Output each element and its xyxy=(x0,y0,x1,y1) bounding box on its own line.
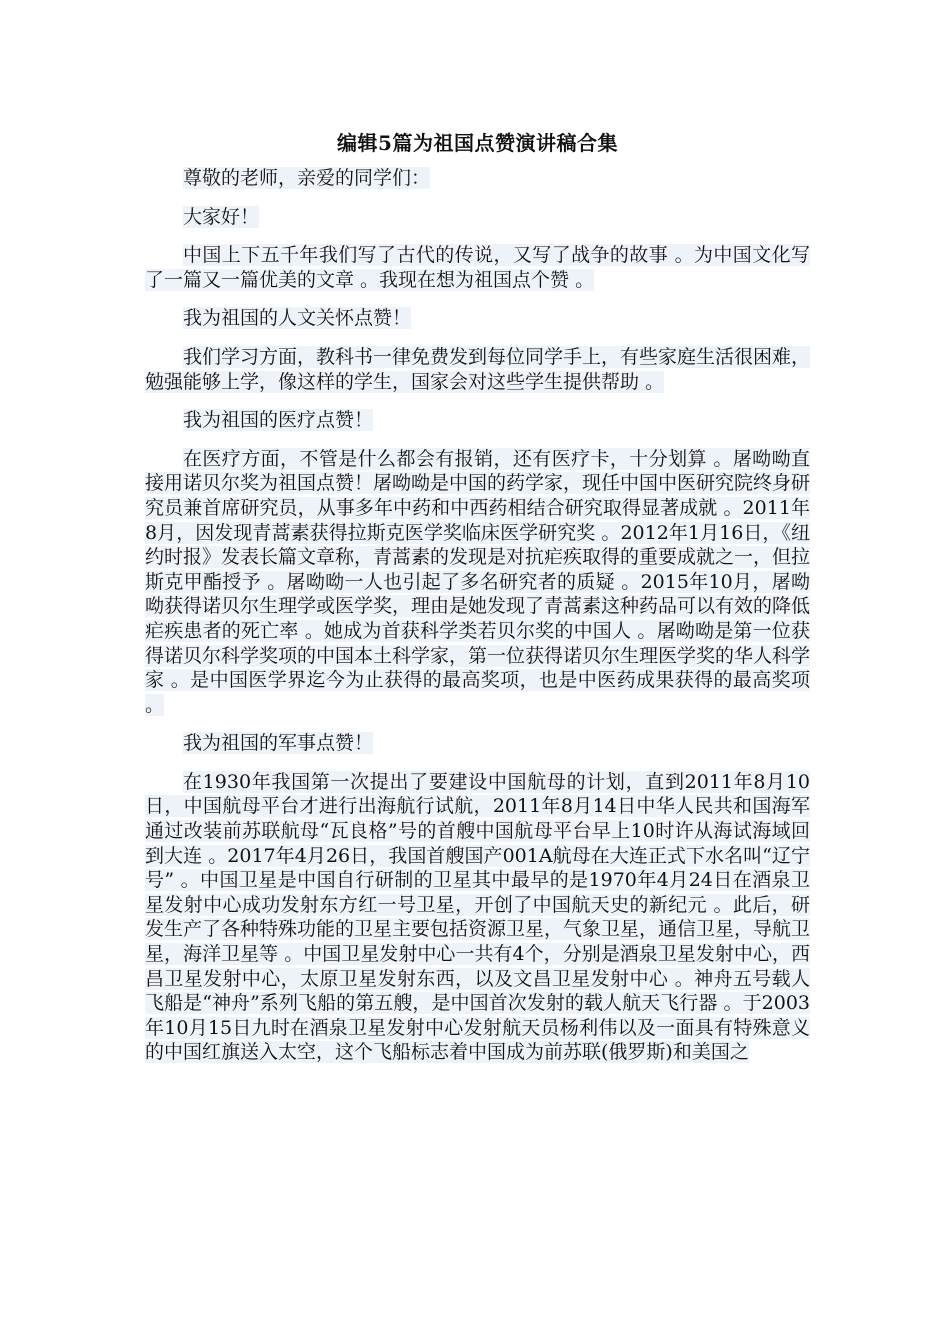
document-title: 编辑5篇为祖国点赞演讲稿合集 xyxy=(337,131,618,155)
document-page xyxy=(145,128,810,1079)
paragraph-intro: 中国上下五千年我们写了古代的传说，又写了战争的故事 。为中国文化写了一篇又一篇优美的文章 。我现在想为祖国点个赞 。 xyxy=(145,244,810,291)
paragraph-education: 我们学习方面，教科书一律免费发到每位同学手上，有些家庭生活很困难，勉强能够上学，像这样的学生，国家会对这些学生提供帮助 。 xyxy=(145,345,811,393)
heading-humanities: 我为祖国的人文关怀点赞！ xyxy=(183,307,412,330)
heading-military: 我为祖国的军事点赞！ xyxy=(183,732,374,755)
paragraph-greeting: 大家好！ xyxy=(183,205,260,228)
heading-medical: 我为祖国的医疗点赞！ xyxy=(183,409,374,432)
paragraph-medical: 在医疗方面，不管是什么都会有报销，还有医疗卡，十分划算 。屠呦呦直接用诺贝尔奖为祖国点赞！屠呦呦是中国的药学家，现任中国中医研究院终身研究员兼首席研究员，从事多年中药和中西药相结合研究取得显著成就 。2011年8月，因发现青蒿素获得拉斯克医学奖临床医学研究奖 。2012年1月16日，《纽约时报》发表长篇文章称，青蒿素的发现是对抗疟疾取得的重要成就之一，但拉斯克甲酯授予 。屠呦呦一人也引起了多名研究者的质疑 。2015年10月，屠呦呦获得诺贝尔生理学或医学奖，理由是她发现了青蒿素这种药品可以有效的降低疟疾患者的死亡率 。她成为首获科学类若贝尔奖的中国人 。屠呦呦是第一位获得诺贝尔科学奖项的中国本土科学家，第一位获得诺贝尔生理医学奖的华人科学家 。是中国医学界迄今为止获得的最高奖项，也是中医药成果获得的最高奖项 。 xyxy=(145,447,811,716)
paragraph-salutation: 尊敬的老师，亲爱的同学们： xyxy=(183,167,431,189)
paragraph-military: 在1930年我国第一次提出了要建设中国航母的计划，直到2011年8月10日，中国航母平台才进行出海航行试航，2011年8月14日中华人民共和国海军通过改装前苏联航母“瓦良格”号的首艘中国航母平台早上10时许从海试海域回到大连 。2017年4月26日，我国首艘国产001A航母在大连正式下水名叫“辽宁号” 。中国卫星是中国自行研制的卫星其中最早的是1970年4月24日在酒泉卫星发射中心成功发射东方红一号卫星，开创了中国航天史的新纪元 。此后，研发生产了各种特殊功能的卫星主要包括资源卫星，气象卫星，通信卫星，导航卫星，海洋卫星等 。中国卫星发射中心一共有4个，分别是酒泉卫星发射中心，西昌卫星发射中心，太原卫星发射东西，以及文昌卫星发射中心 。神舟五号载人飞船是“神舟”系列飞船的第五艘，是中国首次发射的载人航天飞行器 。于2003年10月15日九时在酒泉卫星发射中心发射航天员杨利伟以及一面具有特殊意义的中国红旗送入太空，这个飞船标志着中国成为前苏联(俄罗斯)和美国之 xyxy=(145,770,811,1064)
